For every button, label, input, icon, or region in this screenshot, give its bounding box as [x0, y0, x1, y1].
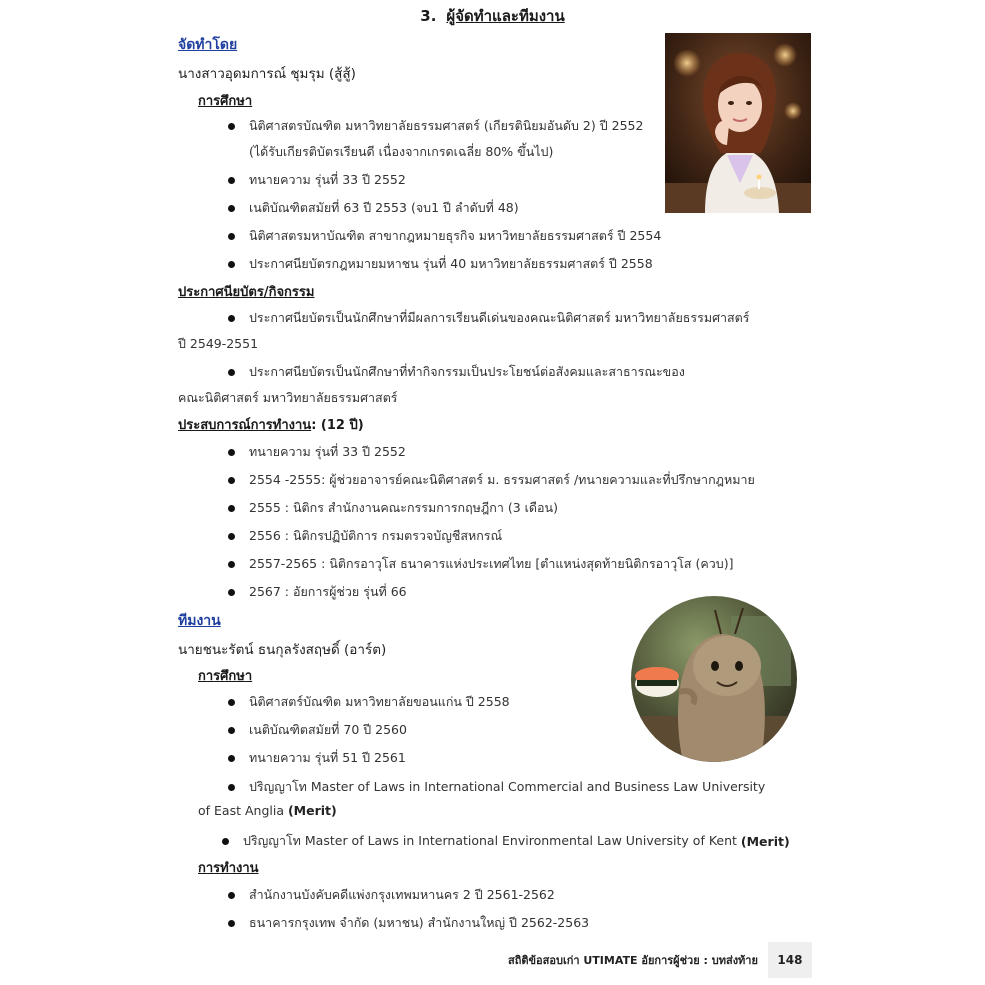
list-item: เนติบัณฑิตสมัยที่ 70 ปี 2560 [228, 720, 407, 740]
bullet-icon [228, 449, 235, 456]
bullet-icon [228, 477, 235, 484]
list-item: 2555 : นิติกร สำนักงานคณะกรรมการกฤษฎีกา (3 เดือน) [228, 498, 558, 518]
bullet-icon [228, 784, 235, 791]
author-education-heading: การศึกษา [198, 94, 253, 109]
list-item: 2567 : อัยการผู้ช่วย รุ่นที่ 66 [228, 582, 407, 602]
list-item: นิติศาสตรบัณฑิต มหาวิทยาลัยธรรมศาสตร์ (เกียรตินิยมอันดับ 2) ปี 2552 [228, 116, 643, 136]
bullet-icon [228, 315, 235, 322]
list-item: สำนักงานบังคับคดีแพ่งกรุงเทพมหานคร 2 ปี 2561-2562 [228, 885, 555, 905]
list-item: นิติศาสตร์บัณฑิต มหาวิทยาลัยขอนแก่น ปี 2558 [228, 692, 510, 712]
team-heading: ทีมงาน [178, 613, 221, 629]
bullet-icon [228, 233, 235, 240]
team-work-heading: การทำงาน [198, 861, 259, 876]
bullet-icon [228, 892, 235, 899]
bullet-icon [228, 920, 235, 927]
experience-heading: ประสบการณ์การทำงาน: (12 ปี) [178, 418, 364, 433]
bullet-icon [228, 505, 235, 512]
list-item: ทนายความ รุ่นที่ 51 ปี 2561 [228, 748, 406, 768]
page-number: 148 [768, 942, 812, 978]
footer-text: สถิติข้อสอบเก่า UTIMATE อัยการผู้ช่วย : บทส่งท้าย [508, 954, 758, 967]
list-item: เนติบัณฑิตสมัยที่ 63 ปี 2553 (จบ1 ปี ลำดับที่ 48) [228, 198, 519, 218]
team-member-name: นายชนะรัตน์ ธนกุลรังสฤษดิ์ (อาร์ต) [178, 642, 387, 658]
team-member-photo-image [631, 596, 797, 762]
list-item-continuation: of East Anglia (Merit) [198, 803, 337, 818]
team-member-photo [631, 596, 797, 762]
list-item: นิติศาสตรมหาบัณฑิต สาขากฎหมายธุรกิจ มหาวิทยาลัยธรรมศาสตร์ ปี 2554 [228, 226, 661, 246]
bullet-icon [228, 589, 235, 596]
bullet-icon [228, 727, 235, 734]
author-name: นางสาวอุดมการณ์ ชุมรุม (สู้สู้) [178, 66, 356, 82]
section-title-text: ผู้จัดทำและทีมงาน [446, 7, 565, 25]
list-item-continuation: (ได้รับเกียรติบัตรเรียนดี เนื่องจากเกรดเฉลี่ย 80% ขึ้นไป) [249, 144, 554, 159]
bullet-icon [228, 755, 235, 762]
list-item: ธนาคารกรุงเทพ จำกัด (มหาชน) สำนักงานใหญ่ ปี 2562-2563 [228, 913, 589, 933]
awards-heading: ประกาศนียบัตร/กิจกรรม [178, 285, 315, 300]
page-footer [508, 942, 812, 978]
bullet-icon [228, 369, 235, 376]
section-number: 3. [420, 7, 437, 25]
list-item: ประกาศนียบัตรกฎหมายมหาชน รุ่นที่ 40 มหาวิทยาลัยธรรมศาสตร์ ปี 2558 [228, 254, 653, 274]
bullet-icon [228, 261, 235, 268]
list-item: ประกาศนียบัตรเป็นนักศึกษาที่มีผลการเรียนดีเด่นของคณะนิติศาสตร์ มหาวิทยาลัยธรรมศาสตร์ [228, 308, 750, 328]
author-photo-image [665, 33, 811, 213]
bullet-icon [222, 838, 229, 845]
author-heading: จัดทำโดย [178, 37, 238, 53]
bullet-icon [228, 123, 235, 130]
list-item: 2557-2565 : นิติกรอาวุโส ธนาคารแห่งประเทศไทย [ตำแหน่งสุดท้ายนิติกรอาวุโส (ควบ)] [228, 554, 733, 574]
list-item: ทนายความ รุ่นที่ 33 ปี 2552 [228, 442, 406, 462]
list-item: ประกาศนียบัตรเป็นนักศึกษาที่ทำกิจกรรมเป็นประโยชน์ต่อสังคมและสาธารณะของ [228, 362, 685, 382]
list-item-continuation: ปี 2549-2551 [178, 336, 259, 351]
bullet-icon [228, 533, 235, 540]
team-education-heading: การศึกษา [198, 669, 253, 684]
section-title [0, 4, 985, 28]
list-item-continuation: คณะนิติศาสตร์ มหาวิทยาลัยธรรมศาสตร์ [178, 390, 398, 405]
bullet-icon [228, 205, 235, 212]
author-photo [665, 33, 811, 213]
bullet-icon [228, 561, 235, 568]
list-item: 2554 -2555: ผู้ช่วยอาจารย์คณะนิติศาสตร์ ม. ธรรมศาสตร์ /ทนายความและที่ปรึกษากฎหมาย [228, 470, 755, 490]
list-item: ปริญญาโท Master of Laws in International Environmental Law University of Kent (Merit) [222, 831, 790, 851]
list-item: ทนายความ รุ่นที่ 33 ปี 2552 [228, 170, 406, 190]
bullet-icon [228, 699, 235, 706]
list-item: ปริญญาโท Master of Laws in International Commercial and Business Law University [228, 777, 765, 797]
bullet-icon [228, 177, 235, 184]
list-item: 2556 : นิติกรปฏิบัติการ กรมตรวจบัญชีสหกรณ์ [228, 526, 502, 546]
